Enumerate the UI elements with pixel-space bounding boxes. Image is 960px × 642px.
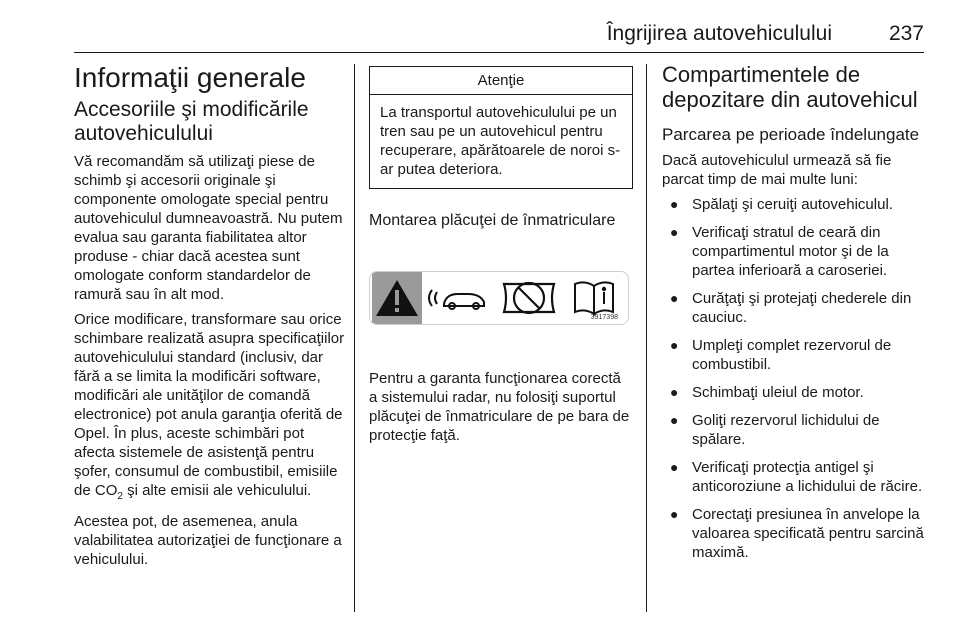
radar-car-icon [429, 290, 484, 309]
warning-text: La transportul autovehiculului pe un tren sau pe un autovehicul pentru recuperare, apărătoarele de noroi s-ar putea deteriora. [380, 104, 621, 178]
bullet-icon: ● [670, 224, 679, 240]
paragraph-2 [74, 310, 346, 506]
column-2 [369, 62, 633, 451]
bullet-icon: ● [670, 196, 679, 212]
no-plate-bracket-icon [504, 283, 554, 313]
bullet-icon: ● [670, 384, 679, 400]
list-item: ● Curăţaţi şi protejaţi chederele din cauciuc. [670, 290, 912, 326]
column-1 [74, 62, 346, 575]
co2-label: $CO_2$ [94, 482, 123, 502]
bullet-icon: ● [670, 459, 679, 475]
parking-heading: Parcarea pe perioade îndelungate [662, 125, 920, 144]
bullet-icon: ● [670, 412, 679, 428]
plate-heading: Montarea plăcuţei de înmatriculare [369, 212, 616, 229]
paragraph-1: Vă recomandăm să utilizaţi piese de schimb şi accesorii originale şi componente omologate special pentru autovehiculul dumneavoastră. Nu putem evalua sau garanta fiabilitatea altor produse - chiar dacă acestea sunt omologate conform standardelor de ramură sau în alt mod. [74, 153, 343, 303]
running-title: Îngrijirea autovehiculului [606, 22, 832, 45]
list-item: ● Spălaţi şi ceruiţi autovehiculul. [670, 196, 893, 213]
warning-title: Atenţie [370, 67, 632, 95]
list-item: ● Schimbaţi uleiul de motor. [670, 384, 864, 401]
storage-section-title: Compartimentele de depozitare din autovehicul [662, 62, 918, 112]
list-item: ● Verificaţi protecţia antigel şi anticoroziune a lichidului de răcire. [670, 459, 923, 495]
column-divider-1 [354, 64, 355, 612]
image-code: 3917398 [590, 314, 618, 321]
page-number: 237 [888, 22, 924, 45]
paragraph-3: Acestea pot, de asemenea, anula valabilitatea autorizaţiei de funcţionare a vehiculului. [74, 513, 342, 568]
header-divider [74, 52, 924, 53]
column-divider-2 [646, 64, 647, 612]
list-item: ● Umpleţi complet rezervorul de combustibil. [670, 337, 892, 373]
plate-paragraph: Pentru a garanta funcţionarea corectă a sistemului radar, nu folosiţi suportul plăcuţei de înmatriculare de pe bara de protecţie faţă. [369, 370, 630, 444]
parking-checklist [662, 195, 930, 562]
list-item: ● Corectaţi presiunea în anvelope la valoarea specificată pentru sarcină maximă. [670, 506, 924, 561]
paragraph-2-text: Orice modificare, transformare sau orice schimbare realizată asupra specificaţiilor autovehiculului standard (inclusiv, dar fără a se limita la modificări software, modificări ale unităţilor de comandă electronice) pot anula garanţia oferită de Opel. În plus, aceste schimbări pot afecta sistemele de asistenţă pentru şofer, consumul de combustibil, emisiile de [74, 311, 345, 499]
list-item: ● Verificaţi stratul de ceară din compartimentul motor şi de la partea inferioară a caroseriei. [670, 224, 889, 279]
warning-triangle-icon [372, 272, 422, 324]
column-3 [662, 62, 930, 571]
parking-intro: Dacă autovehiculul urmează să fie parcat timp de mai multe luni: [662, 152, 892, 188]
page-header [74, 22, 924, 52]
section-title: Informaţii generale [74, 62, 306, 93]
list-item: ● Goliţi rezervorul lichidului de spălare. [670, 412, 880, 448]
paragraph-2-end: şi alte emisii ale vehiculului. [122, 482, 312, 499]
bullet-icon: ● [670, 290, 679, 306]
manual-book-icon [575, 282, 613, 314]
warning-box [369, 66, 633, 189]
bullet-icon: ● [670, 337, 679, 353]
subsection-title: Accesoriile şi modificările autovehiculului [74, 98, 309, 145]
warning-label-image [369, 271, 629, 325]
bullet-icon: ● [670, 506, 679, 522]
